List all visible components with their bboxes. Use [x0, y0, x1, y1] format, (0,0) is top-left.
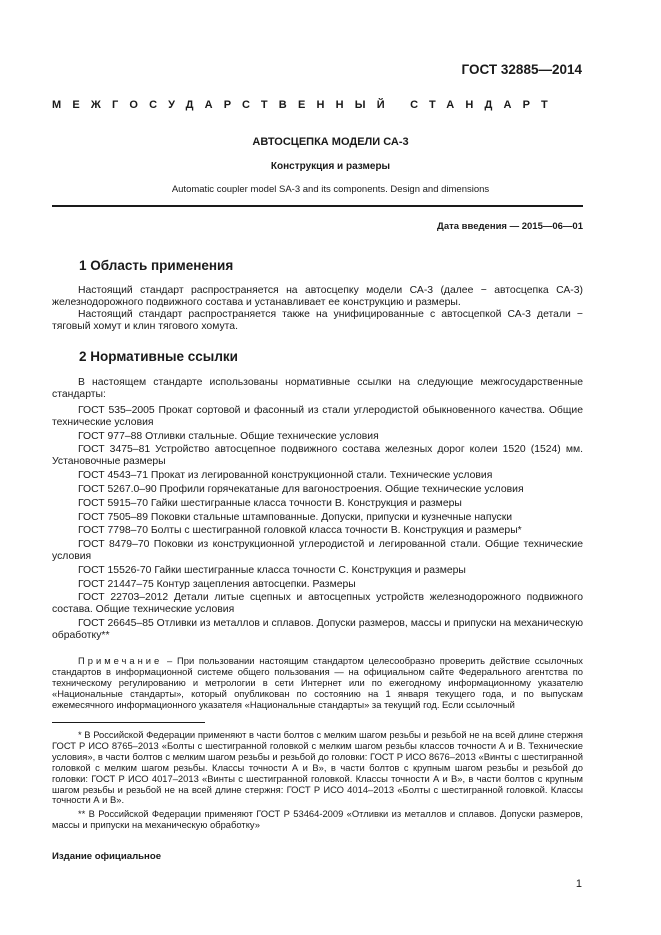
interstate-standard-banner: МЕЖГОСУДАРСТВЕННЫЙ СТАНДАРТ — [52, 99, 559, 111]
document-subtitle: Конструкция и размеры — [270, 161, 391, 172]
footnote-text: ** В Российской Федерации применяют ГОСТ Р 53464-2009 «Отливки из металлов и сплавов. Допуски размеров, массы и припуски на механическую обработку» — [52, 808, 583, 830]
normative-reference-text: ГОСТ 4543–71 Прокат из легированной конструкционной стали. Технические условия — [78, 470, 493, 481]
normative-reference — [52, 525, 583, 537]
note-label: Примечание — [78, 655, 163, 666]
normative-reference — [52, 405, 583, 429]
normative-reference — [52, 444, 583, 468]
edition-label: Издание официальное — [52, 851, 162, 862]
section-1-paragraph-2-text: Настоящий стандарт распространяется также на унифицированные с автосцепкой СА-3 детали − тяговый хомут и клин тягового хомута. — [52, 309, 583, 332]
normative-reference-text: ГОСТ 26645–85 Отливки из металлов и сплавов. Допуски размеров, массы и припуски на механическую обработку** — [52, 618, 583, 641]
normative-reference-text: ГОСТ 21447–75 Контур зацепления автосцепки. Размеры — [78, 579, 356, 590]
normative-reference — [52, 470, 583, 482]
normative-reference — [52, 431, 583, 443]
normative-reference — [52, 498, 583, 510]
gost-number: ГОСТ 32885—2014 — [461, 62, 582, 77]
section-1-heading: 1 Область применения — [79, 258, 234, 273]
note-block — [52, 656, 583, 711]
document-title: АВТОСЦЕПКА МОДЕЛИ СА-3 — [252, 136, 409, 148]
normative-reference-text: ГОСТ 5915–70 Гайки шестигранные класса точности В. Конструкция и размеры — [78, 498, 462, 509]
normative-reference-text: ГОСТ 3475–81 Устройство автосцепное подвижного состава железных дорог колеи 1520 (1524) мм. Установочные размеры — [52, 444, 583, 467]
normative-reference — [52, 539, 583, 563]
normative-reference-text: ГОСТ 22703–2012 Детали литые сцепных и автосцепных устройств железнодорожного подвижного состава. Общие технические условия — [52, 592, 583, 615]
normative-reference-text: ГОСТ 15526-70 Гайки шестигранные класса точности С. Конструкция и размеры — [78, 565, 466, 576]
section-2-intro — [52, 377, 583, 401]
footnote-divider — [52, 722, 205, 723]
normative-reference — [52, 618, 583, 642]
intro-date: Дата введения — 2015—06—01 — [437, 221, 583, 232]
normative-reference-text: ГОСТ 8479–70 Поковки из конструкционной углеродистой и легированной стали. Общие технические условия — [52, 539, 583, 562]
section-1-paragraph-1-text: Настоящий стандарт распространяется на автосцепку модели СА-3 (далее − автосцепка СА-3) железнодорожного подвижного состава и устанавливает ее конструкцию и размеры. — [52, 285, 583, 308]
page-number: 1 — [575, 878, 582, 890]
footnote — [52, 730, 583, 806]
title-divider — [52, 205, 583, 207]
note-text: – При пользовании настоящим стандартом целесообразно проверить действие ссылочных стандартов в информационной системе общего пользования — на официальном сайте Федерального агентства по техническому регулированию и метрологии в сети Интернет или по ежегодному информационному указателю «Национальные стандарты», который опубликован по состоянию на 1 января текущего года, и по выпускам ежемесячного информационного указателя «Национальные стандарты» за текущий год. Если ссылочный — [52, 655, 583, 710]
normative-reference — [52, 512, 583, 524]
normative-reference-text: ГОСТ 7798–70 Болты с шестигранной головкой класса точности В. Конструкция и размеры* — [78, 525, 522, 536]
normative-reference-text: ГОСТ 535–2005 Прокат сортовой и фасонный из стали углеродистой обыкновенного качества. Общие технические условия — [52, 405, 583, 428]
section-1-paragraph-2 — [52, 309, 583, 333]
normative-reference — [52, 484, 583, 496]
normative-reference-text: ГОСТ 977–88 Отливки стальные. Общие технические условия — [78, 431, 379, 442]
normative-reference — [52, 592, 583, 616]
normative-reference-text: ГОСТ 5267.0–90 Профили горячекатаные для вагоностроения. Общие технические условия — [78, 484, 524, 495]
section-2-intro-text: В настоящем стандарте использованы нормативные ссылки на следующие межгосударственные стандарты: — [52, 377, 583, 400]
normative-reference-text: ГОСТ 7505–89 Поковки стальные штампованные. Допуски, припуски и кузнечные напуски — [78, 512, 513, 523]
footnote-text: * В Российской Федерации применяют в части болтов с мелким шагом резьбы и резьбой не на всей длине стержня ГОСТ Р ИСО 8765–2013 «Болты с шестигранной головкой с мелким шагом резьбы классов точности А и В. Технические условия», в части болтов с мелким шагом резьбы и резьбой до головки: ГОСТ Р ИСО 8676–2013 «Винты с шестигранной головкой с мелким шагом резьбы. Классы точности А и В», в части болтов с крупным шагом резьбы и резьбой до головки: ГОСТ Р ИСО 4017–2013 «Винты с шестигранной головкой. Классы точности А и В», в части болтов с крупным шагом резьбы и резьбой не на всей длине стержня: ГОСТ Р ИСО 4014–2013 «Болты с шестигранной головкой. Классы точности А и В». — [52, 729, 583, 806]
footnote — [52, 809, 583, 831]
normative-reference — [52, 565, 583, 577]
section-2-heading: 2 Нормативные ссылки — [79, 349, 238, 364]
normative-reference — [52, 579, 583, 591]
section-1-paragraph-1 — [52, 285, 583, 309]
document-title-english: Automatic coupler model SA-3 and its components. Design and dimensions — [171, 184, 490, 195]
